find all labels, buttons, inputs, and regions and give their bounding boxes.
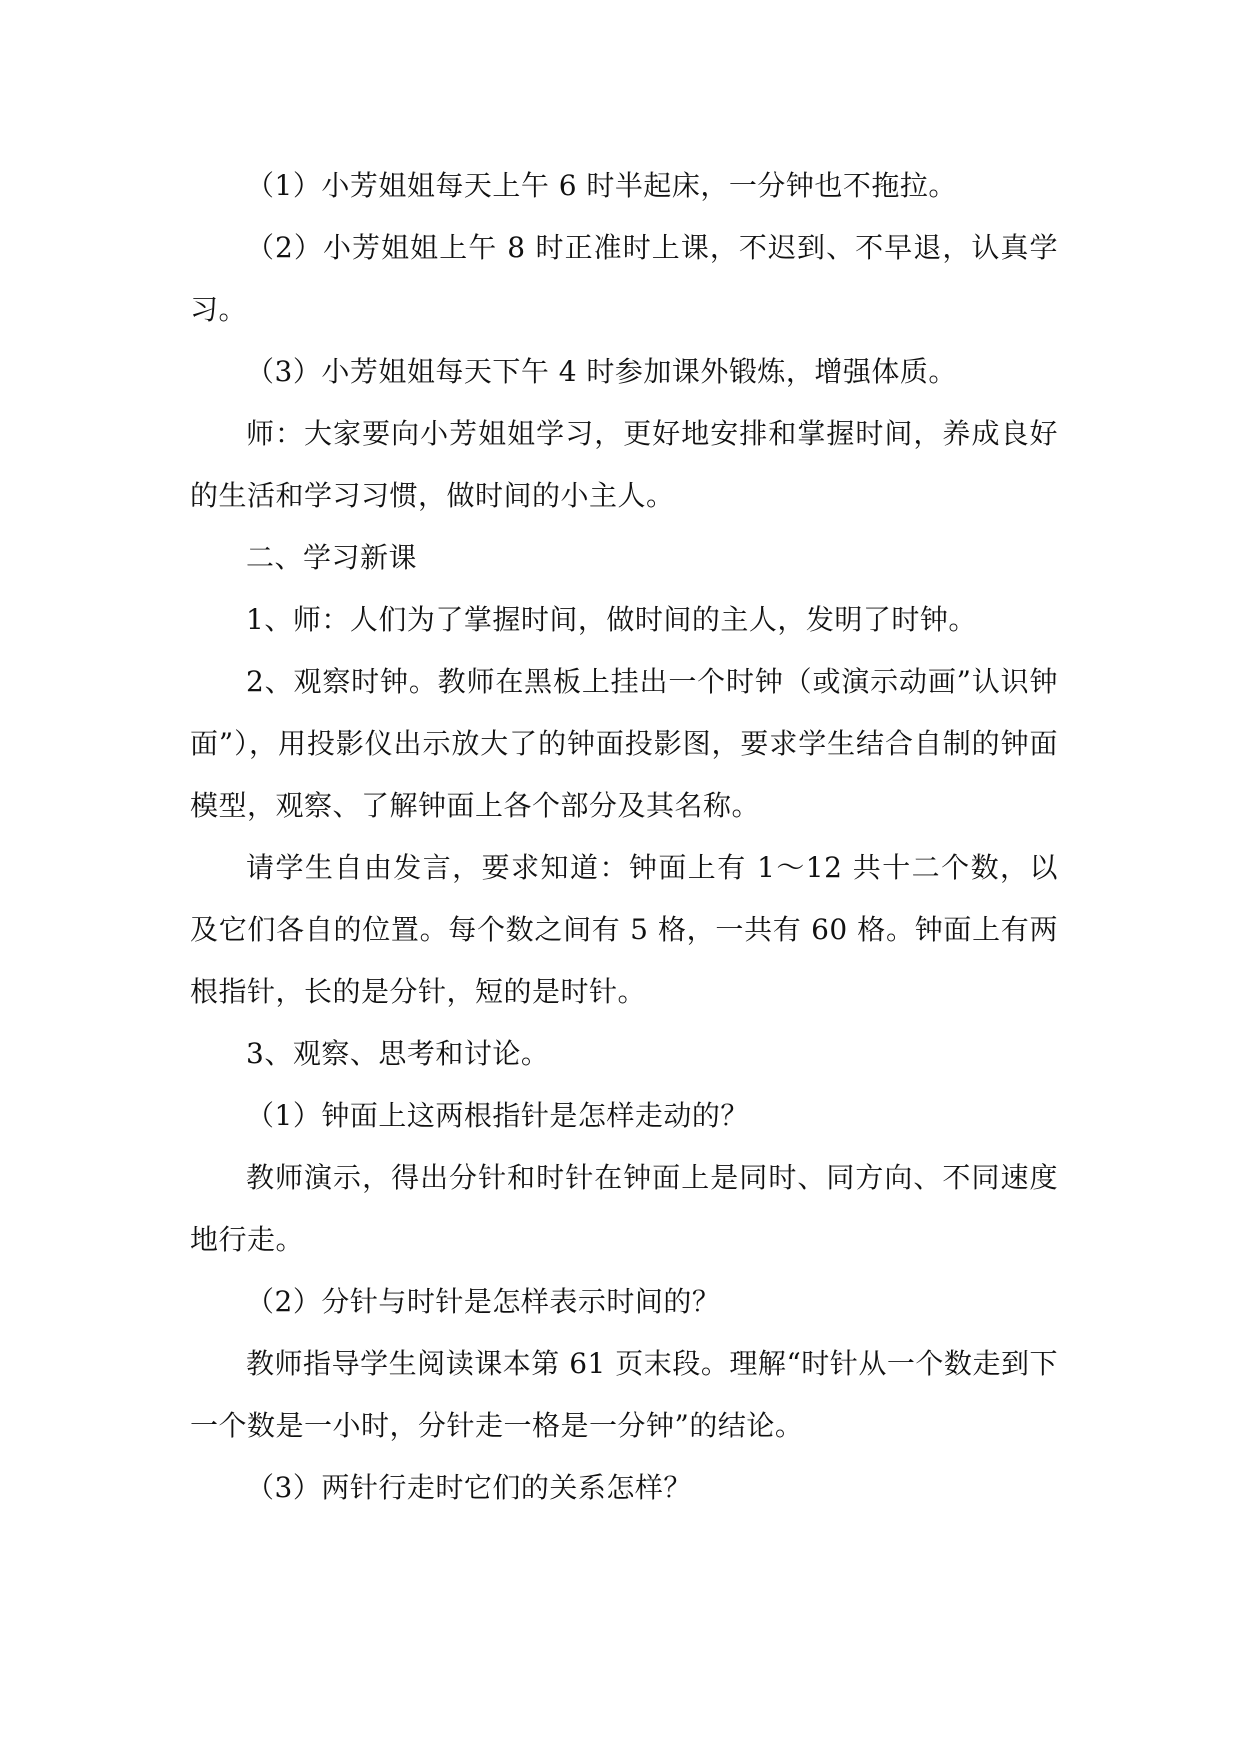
- paragraph-8: 3、观察、思考和讨论。: [246, 1037, 550, 1070]
- section-heading: 二、学习新课: [246, 541, 418, 574]
- document-body: [190, 155, 1058, 1519]
- paragraph-9: （1）钟面上这两根指针是怎样走动的？: [246, 1099, 749, 1132]
- paragraph-7: 请学生自由发言，要求知道：钟面上有 1～12 共十二个数，以及它们各自的位置。每个数之间有 5 格，一共有 60 格。钟面上有两根指针，长的是分针，短的是时针。: [190, 851, 1058, 1008]
- paragraph-1: （1）小芳姐姐每天上午 6 时半起床，一分钟也不拖拉。: [246, 169, 957, 202]
- paragraph-6: 2、观察时钟。教师在黑板上挂出一个时钟（或演示动画”认识钟面”），用投影仪出示放大了的钟面投影图，要求学生结合自制的钟面模型，观察、了解钟面上各个部分及其名称。: [190, 665, 1058, 822]
- paragraph-10: 教师演示，得出分针和时针在钟面上是同时、同方向、不同速度地行走。: [190, 1161, 1058, 1256]
- paragraph-12: 教师指导学生阅读课本第 61 页末段。理解“时针从一个数走到下一个数是一小时，分针走一格是一分钟”的结论。: [190, 1347, 1058, 1442]
- paragraph-3: （3）小芳姐姐每天下午 4 时参加课外锻炼，增强体质。: [246, 355, 957, 388]
- paragraph-11: （2）分针与时针是怎样表示时间的？: [246, 1285, 721, 1318]
- paragraph-4: 师：大家要向小芳姐姐学习，更好地安排和掌握时间，养成良好的生活和学习习惯，做时间的小主人。: [190, 417, 1058, 512]
- paragraph-2: （2）小芳姐姐上午 8 时正准时上课，不迟到、不早退，认真学习。: [190, 231, 1058, 326]
- paragraph-13: （3）两针行走时它们的关系怎样？: [246, 1471, 692, 1504]
- paragraph-5: 1、师：人们为了掌握时间，做时间的主人，发明了时钟。: [246, 603, 977, 636]
